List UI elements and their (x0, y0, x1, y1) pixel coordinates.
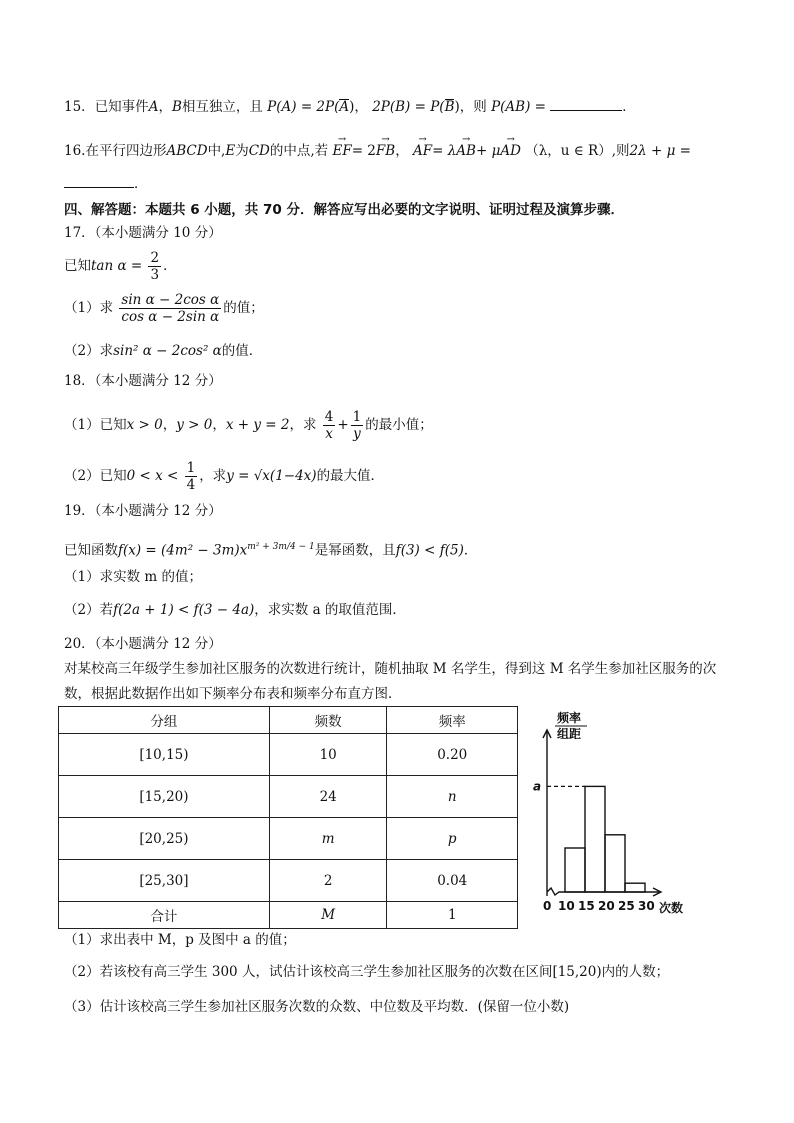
question-20-part-3: （3）估计该校高三学生参加社区服务次数的众数、中位数及平均数．(保留一位小数) (64, 999, 570, 1015)
y-axis-label: 频率 (557, 711, 582, 725)
question-17-part-2: （2）求sin² α − 2cos² α的值． (64, 343, 263, 359)
x-tick-label: 10 (558, 899, 575, 913)
question-20-header: 20．（本小题满分 12 分） (64, 636, 222, 652)
question-20-desc-2: 数，根据此数据作出如下频率分布表和频率分布直方图． (64, 686, 402, 702)
answer-blank-15[interactable] (550, 96, 622, 111)
fraction-1-over-y: $\frac{1}{y}$ (352, 409, 362, 442)
question-20-part-2: （2）若该校有高三学生 300 人，试估计该校高三学生参加社区服务的次数在区间[15,20)内的人数； (64, 964, 670, 980)
table-cell: 1 (387, 902, 518, 929)
table-cell: M (269, 902, 387, 929)
question-17-part-1: （1）求 $\frac{\text{sin α − 2cos α}}{\text{cos α − 2sin α}}$ 的值； (64, 292, 264, 325)
table-cell: [10,15) (59, 734, 270, 776)
question-19-header: 19．（本小题满分 12 分） (64, 503, 222, 519)
table-header: 分组 (59, 707, 270, 734)
question-18-part-1: （1）已知x > 0，y > 0，x + y = 2，求 $\frac{4}{x}$ + $\frac{1}{y}$ 的最小值； (64, 409, 433, 442)
question-16: 16.在平行四边形ABCD中,E为CD的中点,若 → EF= 2→ FB， → AF= λ→ AB+ μ→ AD （λ，u ∈ R）,则2λ + μ = (64, 141, 691, 161)
table-cell: n (387, 776, 518, 818)
a-label: a (533, 779, 542, 794)
question-19-part-1: （1）求实数 m 的值； (64, 569, 202, 585)
histogram-bar (605, 835, 625, 892)
frequency-histogram (527, 710, 737, 920)
y-axis-label: 组距 (557, 727, 582, 741)
fraction-sin-cos: $\frac{\text{sin α − 2cos α}}{\text{cos α − 2sin α}}$ (121, 292, 220, 325)
answer-blank-16[interactable] (64, 173, 134, 188)
table-cell: 0.20 (387, 734, 518, 776)
histogram-bar (625, 883, 645, 892)
answer-blank-16-line: ． (64, 173, 148, 194)
table-header-row (59, 707, 518, 734)
fraction-4-over-x: $\frac{4}{x}$ (324, 409, 334, 442)
table-cell: 合计 (59, 902, 270, 929)
x-tick-label: 0 (543, 899, 552, 913)
histogram-bar (585, 786, 605, 892)
question-19-given: 已知函数$f(x) = (4m^2 - 3m)x^{m^2 + 3m/4 - 1}$是幂函数，且f(3) < f(5)． (64, 542, 478, 559)
table-cell: 2 (269, 860, 387, 902)
x-tick-label: 25 (618, 899, 635, 913)
question-18-part-2: （2）已知0 < x < $\frac{1}{4}$ ，求y = √x(1−4x)的最大值． (64, 460, 385, 493)
fraction-two-thirds: $\frac{2}{3}$ (150, 250, 160, 283)
histogram-bar (565, 848, 585, 892)
histogram-svg (527, 710, 737, 920)
question-15: 15．已知事件A，B相互独立，且 P(A) = 2P(A)， 2P(B) = P(B)，则 P(AB) = ． (64, 96, 636, 117)
table-cell: 10 (269, 734, 387, 776)
table-cell: [25,30] (59, 860, 270, 902)
table-cell: [15,20) (59, 776, 270, 818)
frequency-table (58, 706, 518, 929)
table-row (59, 860, 518, 902)
table-total-row (59, 902, 518, 929)
table-cell: [20,25) (59, 818, 270, 860)
table-cell: 0.04 (387, 860, 518, 902)
table-cell: m (269, 818, 387, 860)
table-cell: p (387, 818, 518, 860)
table-cell: 24 (269, 776, 387, 818)
x-tick-label: 20 (598, 899, 615, 913)
fraction-one-quarter: $\frac{1}{4}$ (186, 460, 196, 493)
question-17-given: 已知tan α = $\frac{2}{3}$ ． (64, 250, 177, 283)
table-header: 频数 (269, 707, 387, 734)
section-heading: 四、解答题：本题共 6 小题，共 70 分．解答应写出必要的文字说明、证明过程及演算步骤． (64, 202, 624, 218)
x-tick-label: 30 (638, 899, 655, 913)
question-20-desc-1: 对某校高三年级学生参加社区服务的次数进行统计，随机抽取 M 名学生，得到这 M 名学生参加社区服务的次 (64, 661, 717, 677)
x-tick-label: 15 (578, 899, 595, 913)
table-header: 频率 (387, 707, 518, 734)
table-row (59, 734, 518, 776)
x-axis-label: 次数 (659, 901, 684, 915)
question-18-header: 18．（本小题满分 12 分） (64, 373, 222, 389)
table-row (59, 776, 518, 818)
question-19-part-2: （2）若f(2a + 1) < f(3 − 4a)，求实数 a 的取值范围． (64, 602, 406, 618)
table-row (59, 818, 518, 860)
question-20-part-1: （1）求出表中 M，p 及图中 a 的值； (64, 932, 296, 948)
question-17-header: 17．（本小题满分 10 分） (64, 225, 222, 241)
